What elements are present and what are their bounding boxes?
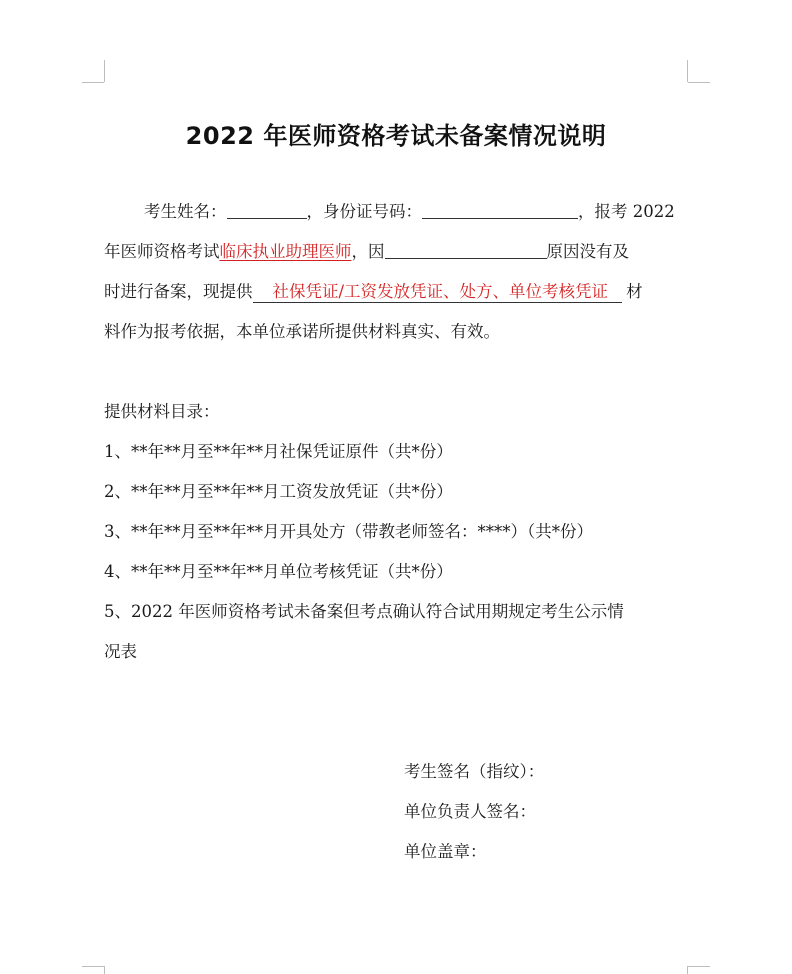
exam-category: 临床执业助理医师 bbox=[219, 242, 352, 261]
exam-year-text: ，报考 2022 bbox=[578, 202, 675, 221]
crop-mark-bottom-right bbox=[688, 966, 710, 967]
crop-mark-bottom-right bbox=[687, 966, 688, 974]
material-item-5-continued: 况表 bbox=[104, 642, 137, 661]
crop-mark-bottom-left bbox=[82, 966, 104, 967]
unit-seal-label: 单位盖章： bbox=[404, 842, 487, 861]
statement-line-1 bbox=[104, 198, 675, 222]
crop-mark-top-right bbox=[688, 82, 710, 83]
reason-tail: 原因没有及 bbox=[546, 242, 629, 261]
provided-label: 时进行备案，现提供 bbox=[104, 282, 253, 301]
provided-materials: 社保凭证/工资发放凭证、处方、单位考核凭证 bbox=[253, 282, 623, 303]
statement-line-2 bbox=[104, 238, 629, 262]
material-item-5: 5、2022 年医师资格考试未备案但考点确认符合试用期规定考生公示情 bbox=[104, 602, 624, 621]
exam-text: 年医师资格考试 bbox=[104, 242, 220, 261]
crop-mark-top-right bbox=[687, 60, 688, 82]
reason-blank[interactable] bbox=[385, 240, 547, 259]
material-item-4: 4、**年**月至**年**月单位考核凭证（共*份） bbox=[104, 562, 453, 581]
crop-mark-bottom-left bbox=[104, 966, 105, 974]
id-label: ，身份证号码： bbox=[306, 202, 422, 221]
crop-mark-top-left bbox=[82, 82, 104, 83]
id-number-blank[interactable] bbox=[422, 200, 578, 219]
crop-mark-top-left bbox=[104, 60, 105, 82]
material-item-3: 3、**年**月至**年**月开具处方（带教老师签名：****）（共*份） bbox=[104, 522, 593, 541]
statement-line-3 bbox=[104, 278, 643, 302]
name-blank[interactable] bbox=[227, 200, 307, 219]
candidate-signature-label: 考生签名（指纹）： bbox=[404, 762, 545, 781]
materials-heading: 提供材料目录： bbox=[104, 402, 220, 421]
reason-label: ，因 bbox=[351, 242, 385, 261]
provided-tail: 材 bbox=[626, 282, 643, 301]
statement-line-4: 料作为报考依据，本单位承诺所提供材料真实、有效。 bbox=[104, 322, 500, 341]
material-item-2: 2、**年**月至**年**月工资发放凭证（共*份） bbox=[104, 482, 453, 501]
material-item-1: 1、**年**月至**年**月社保凭证原件（共*份） bbox=[104, 442, 453, 461]
name-label: 考生姓名： bbox=[144, 202, 227, 221]
page-title: 2022 年医师资格考试未备案情况说明 bbox=[185, 122, 607, 150]
unit-head-signature-label: 单位负责人签名： bbox=[404, 802, 536, 821]
